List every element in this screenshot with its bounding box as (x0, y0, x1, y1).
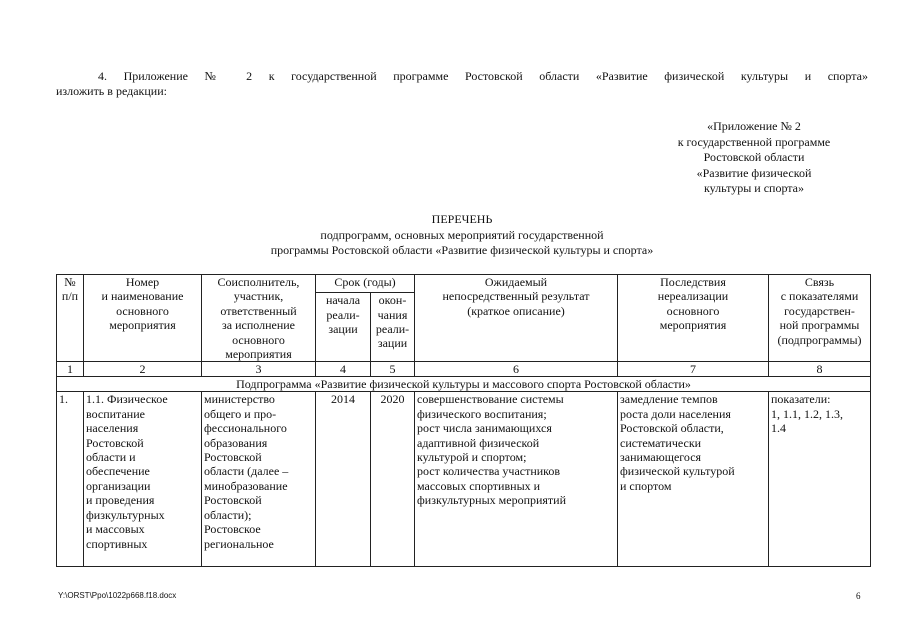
activities-table (56, 274, 871, 567)
row-indicators: показатели: 1, 1.1, 1.2, 1.3, 1.4 (769, 392, 871, 567)
row-number: 1. (57, 392, 84, 567)
column-number-row (57, 362, 871, 377)
appendix-caption (648, 119, 860, 197)
header-consequences: Последствия нереализации основного мероприятия (618, 275, 769, 362)
row-consequences: замедление темпов роста доли населения Ростовской области, систематически занимающегося физической культурой и спортом (618, 392, 769, 567)
header-start: начала реали- зации (316, 293, 371, 362)
header-result: Ожидаемый непосредственный результат (краткое описание) (415, 275, 618, 362)
table-row (57, 392, 871, 567)
heading-line-1: подпрограмм, основных мероприятий государственной (320, 227, 604, 242)
column-number: 7 (618, 362, 769, 377)
header-name: Номер и наименование основного мероприятия (84, 275, 202, 362)
intro-paragraph (56, 69, 868, 99)
row-executor: министерство общего и про- фессионального образования Ростовской области (далее – минобразование Ростовской области); Ростовское региональное (202, 392, 316, 567)
subprogram-title: Подпрограмма «Развитие физической культуры и массового спорта Ростовской области» (57, 377, 871, 392)
header-indicators: Связь с показателями государствен- ной программы (подпрограммы) (769, 275, 871, 362)
subprogram-row (57, 377, 871, 392)
intro-line-2: изложить в редакции: (56, 84, 167, 98)
heading-title: ПЕРЕЧЕНЬ (431, 212, 493, 226)
appendix-line: «Приложение № 2 (707, 119, 801, 133)
header-executor: Соисполнитель, участник, ответственный за исполнение основного мероприятия (202, 275, 316, 362)
row-end-year: 2020 (371, 392, 415, 567)
column-number: 3 (202, 362, 316, 377)
column-number: 5 (371, 362, 415, 377)
footer-file-path: Y:\ORST\Ppo\1022p668.f18.docx (58, 591, 177, 600)
row-start-year: 2014 (316, 392, 371, 567)
column-number: 2 (84, 362, 202, 377)
appendix-line: Ростовской области (703, 150, 805, 164)
heading-line-2: программы Ростовской области «Развитие физической культуры и спорта» (270, 243, 654, 257)
column-number: 1 (57, 362, 84, 377)
column-number: 4 (316, 362, 371, 377)
header-end: окон- чания реали- зации (371, 293, 415, 362)
column-number: 6 (415, 362, 618, 377)
list-heading (56, 212, 868, 259)
header-period: Срок (годы) (316, 275, 415, 293)
intro-line-1: 4. Приложение № 2 к государственной программе Ростовской области «Развитие физической культуры и спорта» (98, 69, 868, 83)
appendix-line: к государственной программе (677, 134, 831, 149)
appendix-line: «Развитие физической (696, 165, 812, 180)
header-row (57, 275, 871, 293)
row-expected-result: совершенствование системы физического воспитания; рост числа занимающихся адаптивной физической культурой и спортом; рост количества участников массовых спортивных и физкультурных мероприятий (415, 392, 618, 567)
appendix-line: культуры и спорта» (703, 181, 804, 195)
header-number: № п/п (57, 275, 84, 362)
footer-page-number: 6 (856, 591, 861, 601)
row-activity-name: 1.1. Физическое воспитание населения Ростовской области и обеспечение организации и проведения физкультурных и массовых спортивных (84, 392, 202, 567)
column-number: 8 (769, 362, 871, 377)
